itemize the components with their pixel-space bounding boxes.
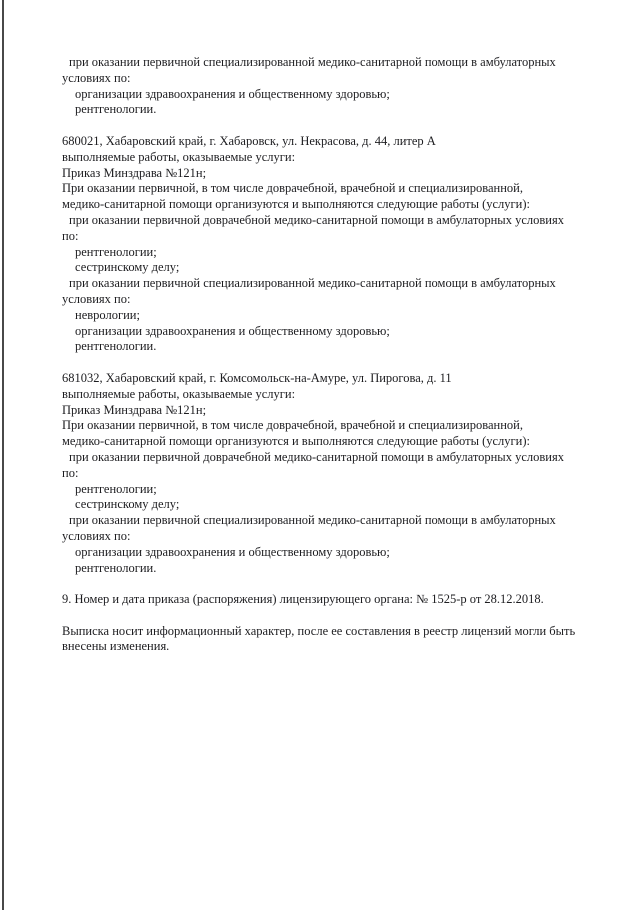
document-body <box>62 55 607 655</box>
specialized-care-line: при оказании первичной специализированной медико-санитарной помощи в амбулаторных <box>69 55 556 69</box>
works-header: выполняемые работы, оказываемые услуги: <box>62 386 296 401</box>
order-number-line: 9. Номер и дата приказа (распоряжения) лицензирующего органа: № 1525-р от 28.12.2018. <box>62 592 544 607</box>
service-item: рентгенологии. <box>75 102 157 117</box>
general-provision-line: При оказании первичной, в том числе доврачебной, врачебной и специализированной, <box>62 181 523 196</box>
specialized-care-line: условиях по: <box>62 291 131 306</box>
blank-line <box>62 608 607 624</box>
blank-line <box>62 576 607 592</box>
address-line: 680021, Хабаровский край, г. Хабаровск, ул. Некрасова, д. 44, литер А <box>62 133 436 148</box>
order-reference: Приказ Минздрава №121н; <box>62 402 207 417</box>
specialized-care-line: условиях по: <box>62 528 131 543</box>
disclaimer-line: Выписка носит информационный характер, после ее составления в реестр лицензий могли быть <box>62 623 576 638</box>
specialized-care-line: условиях по: <box>62 70 131 85</box>
works-header: выполняемые работы, оказываемые услуги: <box>62 149 296 164</box>
general-provision-line: При оказании первичной, в том числе доврачебной, врачебной и специализированной, <box>62 418 523 433</box>
service-item: организации здравоохранения и общественному здоровью; <box>75 86 390 101</box>
address-line: 681032, Хабаровский край, г. Комсомольск-на-Амуре, ул. Пирогова, д. 11 <box>62 370 452 385</box>
service-item: организации здравоохранения и общественному здоровью; <box>75 323 390 338</box>
service-item: рентгенологии. <box>75 339 157 354</box>
service-item: сестринскому делу; <box>75 497 180 512</box>
general-provision-line: медико-санитарной помощи организуются и выполняются следующие работы (услуги): <box>62 197 530 212</box>
service-item: организации здравоохранения и общественному здоровью; <box>75 544 390 559</box>
disclaimer-line: внесены изменения. <box>62 639 170 654</box>
order-reference: Приказ Минздрава №121н; <box>62 165 207 180</box>
blank-line <box>62 355 607 371</box>
specialized-care-line: при оказании первичной специализированной медико-санитарной помощи в амбулаторных <box>69 513 556 528</box>
service-item: рентгенологии; <box>75 244 157 259</box>
service-item: рентгенологии. <box>75 560 157 575</box>
service-item: неврологии; <box>75 307 140 322</box>
blank-line <box>62 118 607 134</box>
service-item: сестринскому делу; <box>75 260 180 275</box>
prehospital-care-line: по: <box>62 228 79 243</box>
general-provision-line: медико-санитарной помощи организуются и выполняются следующие работы (услуги): <box>62 434 530 449</box>
prehospital-care-line: по: <box>62 465 79 480</box>
page-left-scan-border <box>2 0 4 910</box>
service-item: рентгенологии; <box>75 481 157 496</box>
specialized-care-line: при оказании первичной специализированной медико-санитарной помощи в амбулаторных <box>69 276 556 291</box>
prehospital-care-line: при оказании первичной доврачебной медико-санитарной помощи в амбулаторных условиях <box>69 449 564 464</box>
prehospital-care-line: при оказании первичной доврачебной медико-санитарной помощи в амбулаторных условиях <box>69 212 564 227</box>
